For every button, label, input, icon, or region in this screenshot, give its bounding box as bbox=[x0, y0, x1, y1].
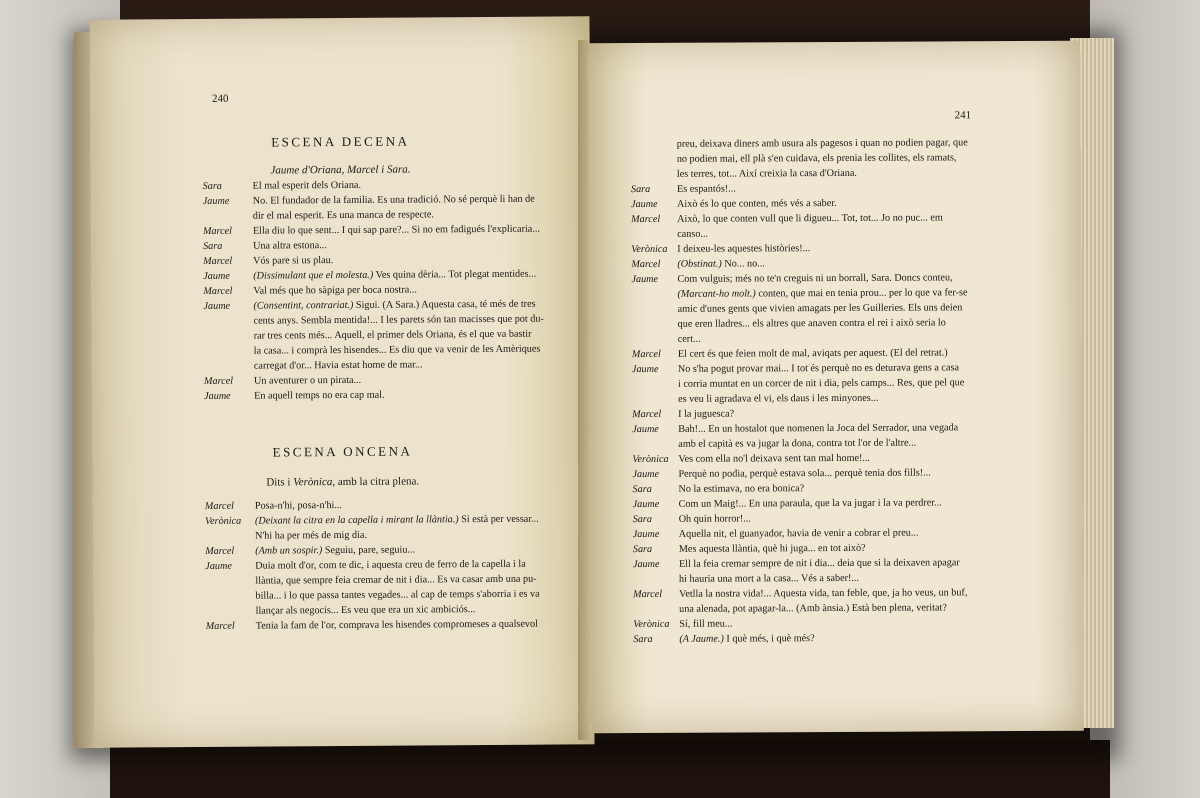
speaker-name: Jaume bbox=[632, 423, 659, 436]
dialogue-text bbox=[255, 589, 539, 602]
dialogue-text bbox=[679, 497, 942, 509]
speaker-name: Marcel bbox=[203, 255, 233, 267]
dialogue-text bbox=[678, 422, 958, 434]
dialogue-text bbox=[253, 209, 434, 221]
dialogue-text bbox=[677, 287, 967, 300]
line-text: No la estimava, no era bonica? bbox=[678, 483, 805, 495]
scene-title: ESCENA DECENA bbox=[271, 133, 410, 150]
line-text: Seguiu, pare, seguiu... bbox=[322, 544, 416, 557]
line-text: I què més, i què més? bbox=[723, 633, 815, 645]
line-text: I deixeu-les aquestes històries!... bbox=[677, 243, 811, 255]
speaker-name: Jaume bbox=[202, 195, 230, 207]
dialogue-text bbox=[678, 393, 878, 405]
dialogue-text bbox=[679, 528, 919, 540]
stage-direction: (Dissimulant que el molesta.) bbox=[253, 269, 374, 282]
speaker-name: Marcel bbox=[205, 545, 235, 557]
line-text: Tenia la fam de l'or, comprava les hisendes compromeses a qualsevol bbox=[255, 618, 538, 632]
line-text: Posa-n'hi, posa-n'hi... bbox=[254, 500, 343, 512]
dialogue-line bbox=[204, 388, 584, 406]
line-text: rar tres cents més... Aquell, el primer dels Oriana, és el que va bastir bbox=[253, 328, 532, 342]
dialogue-text bbox=[679, 602, 947, 614]
dialogue-text bbox=[678, 334, 701, 345]
stage-direction: (Deixant la citra en la capella i mirant la llàntia.) bbox=[254, 514, 459, 527]
dialogue-text bbox=[253, 269, 536, 282]
dialogue-text bbox=[255, 559, 526, 572]
scene-cast bbox=[90, 162, 590, 177]
line-text: I la juguesca? bbox=[678, 408, 735, 420]
speaker-name: Jaume bbox=[205, 560, 232, 572]
dialogue-text bbox=[255, 514, 539, 527]
page-number: 241 bbox=[954, 109, 972, 122]
line-text: El mal esperit dels Oriana. bbox=[252, 179, 362, 192]
dialogue-line bbox=[206, 618, 586, 636]
dialogue-text bbox=[255, 574, 536, 587]
speaker-name: Marcel bbox=[631, 258, 661, 271]
dialogue-text bbox=[677, 212, 943, 224]
speaker-name: Marcel bbox=[633, 588, 663, 601]
dialogue-text bbox=[255, 500, 342, 512]
line-text: Com un Maig!... En una paraula, que la va jugar i la va perdrer... bbox=[678, 497, 942, 510]
dialogue-text bbox=[253, 240, 327, 252]
speaker-name: Sara bbox=[203, 240, 223, 252]
speaker-name: Marcel bbox=[203, 375, 234, 387]
dialogue-text bbox=[679, 619, 732, 630]
line-text: Un aventurer o un pirata... bbox=[253, 374, 362, 387]
scene-cast bbox=[93, 474, 593, 489]
dialogue-text bbox=[677, 229, 708, 240]
dialogue-text bbox=[253, 299, 535, 312]
speaker-name: Jaume bbox=[632, 498, 660, 511]
speaker-name: Sara bbox=[632, 543, 653, 556]
line-text: que eren lladres... els altres que anaven contra el rei i això seria lo bbox=[677, 317, 946, 330]
line-text: billa... i lo que passa tantes vegades... al cap de temps s'aborria i es va bbox=[255, 588, 540, 602]
stage-direction: (Obstinat.) bbox=[677, 258, 722, 270]
dialogue-text bbox=[253, 284, 417, 296]
line-text: Ves com ella no'l deixava sent tan mal home!... bbox=[678, 452, 871, 465]
dialogue-text bbox=[677, 258, 765, 269]
speaker-name: Jaume bbox=[203, 300, 231, 312]
line-text: Si està per vessar... bbox=[458, 513, 539, 526]
dialogue-text bbox=[678, 317, 946, 329]
line-text: Duia molt d'or, com te dic, i aquesta creu de ferro de la capella i la bbox=[255, 558, 526, 572]
dialogue-text bbox=[254, 329, 532, 342]
speaker-name: Sara bbox=[632, 513, 652, 526]
dialogue-text bbox=[678, 409, 734, 420]
line-text: Oh quin horror!... bbox=[678, 513, 751, 525]
speaker-name: Jaume bbox=[631, 363, 659, 376]
line-text: conten, que mai en tenia prou... per lo que va fer-se bbox=[755, 287, 968, 300]
dialogue-text bbox=[678, 347, 948, 359]
line-text: No... no... bbox=[721, 258, 765, 270]
line-text: Mes aquesta llàntia, què hi juga... en tot això? bbox=[678, 542, 866, 555]
dialogue-text bbox=[677, 168, 857, 180]
dialogue-text bbox=[256, 619, 538, 632]
page-number: 240 bbox=[211, 92, 229, 105]
line-text: Això, lo que conten vull que li digueu... Tot, tot... Jo no puc... em bbox=[677, 212, 943, 225]
line-text: Com vulguis; més no te'n creguis ni un borrall, Sara. Doncs conteu, bbox=[677, 272, 953, 285]
line-text: preu, deixava diners amb usura als pagesos i quan no podien pagar, que bbox=[676, 137, 968, 150]
speaker-name: Jaume bbox=[204, 390, 231, 402]
speaker-name: Jaume bbox=[631, 273, 659, 286]
speaker-name: Marcel bbox=[205, 620, 235, 632]
dialogue-text bbox=[253, 224, 540, 237]
stage-direction: (A Jaume.) bbox=[679, 633, 724, 645]
line-text: Es espantós!... bbox=[676, 183, 736, 195]
speaker-name: Marcel bbox=[204, 500, 234, 512]
speaker-name: Sara bbox=[632, 483, 652, 496]
dialogue-text bbox=[679, 543, 866, 555]
dialogue-text bbox=[677, 198, 837, 210]
dialogue-text bbox=[254, 375, 361, 387]
dialogue-text bbox=[679, 587, 967, 600]
line-text: N'hi ha per més de mig dia. bbox=[255, 529, 368, 542]
dialogue-line bbox=[633, 632, 1073, 649]
dialogue-text bbox=[255, 530, 367, 542]
speaker-name: Sara bbox=[633, 633, 653, 646]
dialogue-text bbox=[678, 362, 959, 374]
line-text: i corria muntat en un corcer de nit i dia, pels camps... Res, que pel que bbox=[677, 377, 965, 390]
dialogue-text bbox=[254, 314, 544, 327]
line-text: es veu li agradava el vi, els daus i les minyones... bbox=[678, 392, 879, 405]
dialogue-text bbox=[254, 344, 541, 357]
dialogue-text bbox=[255, 544, 415, 556]
dialogue-text bbox=[254, 390, 384, 402]
dialogue-text bbox=[678, 377, 964, 389]
line-text: amb el capità es va jugar la dona, contra tot l'or de l'altre... bbox=[678, 437, 917, 450]
speaker-name: Jaume bbox=[203, 270, 230, 282]
line-text: Val més que ho sàpiga per boca nostra... bbox=[253, 284, 417, 297]
speaker-name: Marcel bbox=[202, 225, 233, 237]
stage-direction: (Marcant-ho molt.) bbox=[677, 288, 756, 300]
dialogue-text bbox=[679, 573, 859, 585]
line-text: Ell la feia cremar sempre de nit i dia... deia que si la deixaven apagar bbox=[678, 557, 960, 570]
line-text: Això és lo que conten, més vés a saber. bbox=[677, 197, 837, 210]
line-text: Una altra estona... bbox=[253, 240, 327, 252]
dialogue-text bbox=[678, 453, 870, 465]
line-text: Ella diu lo que sent... I qui sap pare?... Si no em fadigués l'explicaria... bbox=[252, 223, 540, 237]
line-text: cents anys. Sembla mentida!... I les parets són tan macisses que pot du- bbox=[253, 313, 544, 327]
dialogue-text bbox=[677, 137, 968, 150]
line-text: Vetlla la nostra vida!... Aquesta vida, tan feble, que, ja ho veus, un buf, bbox=[679, 587, 968, 600]
speaker-name: Marcel bbox=[631, 348, 661, 361]
speaker-name: Verònica bbox=[633, 618, 670, 631]
cast-suffix: , amb la citra plena. bbox=[332, 475, 420, 489]
speaker-name: Marcel bbox=[203, 285, 233, 297]
dialogue-block bbox=[203, 178, 585, 406]
dialogue-text bbox=[678, 468, 930, 480]
speaker-name: Jaume bbox=[632, 558, 660, 571]
line-text: El cert és que feien molt de mal, aviqats per aquest. (El del retrat.) bbox=[677, 347, 948, 360]
line-text: Ves quina dèria... Tot plegat mentides... bbox=[373, 268, 537, 281]
line-text: canso... bbox=[677, 228, 709, 240]
line-text: Perquè no podia, perquè estava sola... perquè tenia dos fills!... bbox=[678, 467, 931, 480]
line-text: llançar als negocis... Es veu que era un xic ambiciós... bbox=[255, 604, 476, 617]
line-text: hi hauria una mort a la casa... Vés a saber!... bbox=[678, 572, 860, 585]
speaker-name: Marcel bbox=[631, 213, 661, 226]
stage-direction: (Consentint, contrariat.) bbox=[253, 299, 354, 312]
dialogue-text bbox=[678, 438, 916, 450]
dialogue-text bbox=[254, 359, 423, 371]
dialogue-text bbox=[677, 152, 957, 164]
line-text: una alenada, pot apagar-la... (Amb ànsia.) Està ben plena, veritat? bbox=[679, 602, 947, 615]
dialogue-text bbox=[679, 513, 751, 524]
line-text: No s'ha pogut provar mai... I tot és perquè no es deturava gens a casa bbox=[677, 362, 959, 375]
scene-title: ESCENA ONCENA bbox=[272, 443, 413, 460]
left-page bbox=[89, 16, 594, 747]
speaker-name: Verònica bbox=[632, 453, 669, 466]
speaker-name: Jaume bbox=[632, 468, 660, 481]
speaker-name: Sara bbox=[202, 180, 222, 192]
line-text: Bah!... En un hostalot que nomenen la Joca del Serrador, una vegada bbox=[678, 422, 959, 435]
dialogue-text bbox=[678, 302, 963, 314]
speaker-name: Verònica bbox=[631, 243, 668, 256]
line-text: llàntia, que sempre feia cremar de nit i dia... Es va casar amb una pu- bbox=[255, 573, 537, 587]
dialogue-text bbox=[679, 633, 814, 645]
speaker-name: Sara bbox=[630, 183, 651, 196]
right-page bbox=[588, 41, 1084, 734]
dialogue-text bbox=[677, 272, 952, 284]
dialogue-text bbox=[679, 557, 960, 569]
dialogue-text bbox=[253, 255, 333, 267]
speaker-name: Jaume bbox=[631, 198, 658, 211]
line-text: carregat d'or... Havia estat home de mar... bbox=[253, 359, 423, 372]
cast-text: Jaume d'Oriana, Marcel i Sara. bbox=[270, 163, 411, 177]
speaker-name: Jaume bbox=[632, 528, 660, 541]
line-text: Vós pare si us plau. bbox=[253, 255, 334, 267]
line-text: Sí, fill meu... bbox=[679, 618, 733, 630]
dialogue-text bbox=[253, 194, 535, 207]
line-text: Aquella nit, el guanyador, havia de venir a cobrar el preu... bbox=[678, 527, 919, 540]
line-text: cert... bbox=[677, 333, 701, 345]
cast-prefix: Dits i bbox=[266, 476, 294, 489]
dialogue-text bbox=[677, 184, 736, 195]
speaker-name: Verònica bbox=[204, 515, 242, 527]
dialogue-block bbox=[631, 137, 1074, 649]
dialogue-text bbox=[679, 483, 805, 495]
line-text: dir el mal esperit. Es una manca de respecte. bbox=[252, 209, 434, 222]
speaker-name: Marcel bbox=[632, 408, 662, 421]
line-text: amic d'unes gents que vivien amagats per les Guilleries. Els uns deien bbox=[677, 302, 963, 315]
dialogue-text bbox=[253, 180, 361, 192]
line-text: No. El fundador de la familia. Es una tradició. No sé perquè li han de bbox=[252, 193, 535, 207]
line-text: En aquell temps no era cap mal. bbox=[254, 389, 385, 402]
dialogue-text bbox=[256, 604, 476, 617]
line-text: Sigui. (A Sara.) Aquesta casa, té més de tres bbox=[353, 298, 536, 311]
dialogue-text bbox=[677, 243, 810, 255]
line-text: les terres, tot... Així creixia la casa d'Oriana. bbox=[676, 167, 857, 180]
cast-name: Verònica bbox=[293, 476, 333, 489]
line-text: no podien mai, ell plà s'en cuidava, els prenia les collites, els ramats, bbox=[676, 152, 957, 165]
line-text: la casa... i comprà les hisendes... Es diu que va venir de les Amèriques bbox=[253, 343, 541, 357]
dialogue-block bbox=[205, 498, 586, 636]
stage-direction: (Amb un sospir.) bbox=[255, 545, 323, 557]
